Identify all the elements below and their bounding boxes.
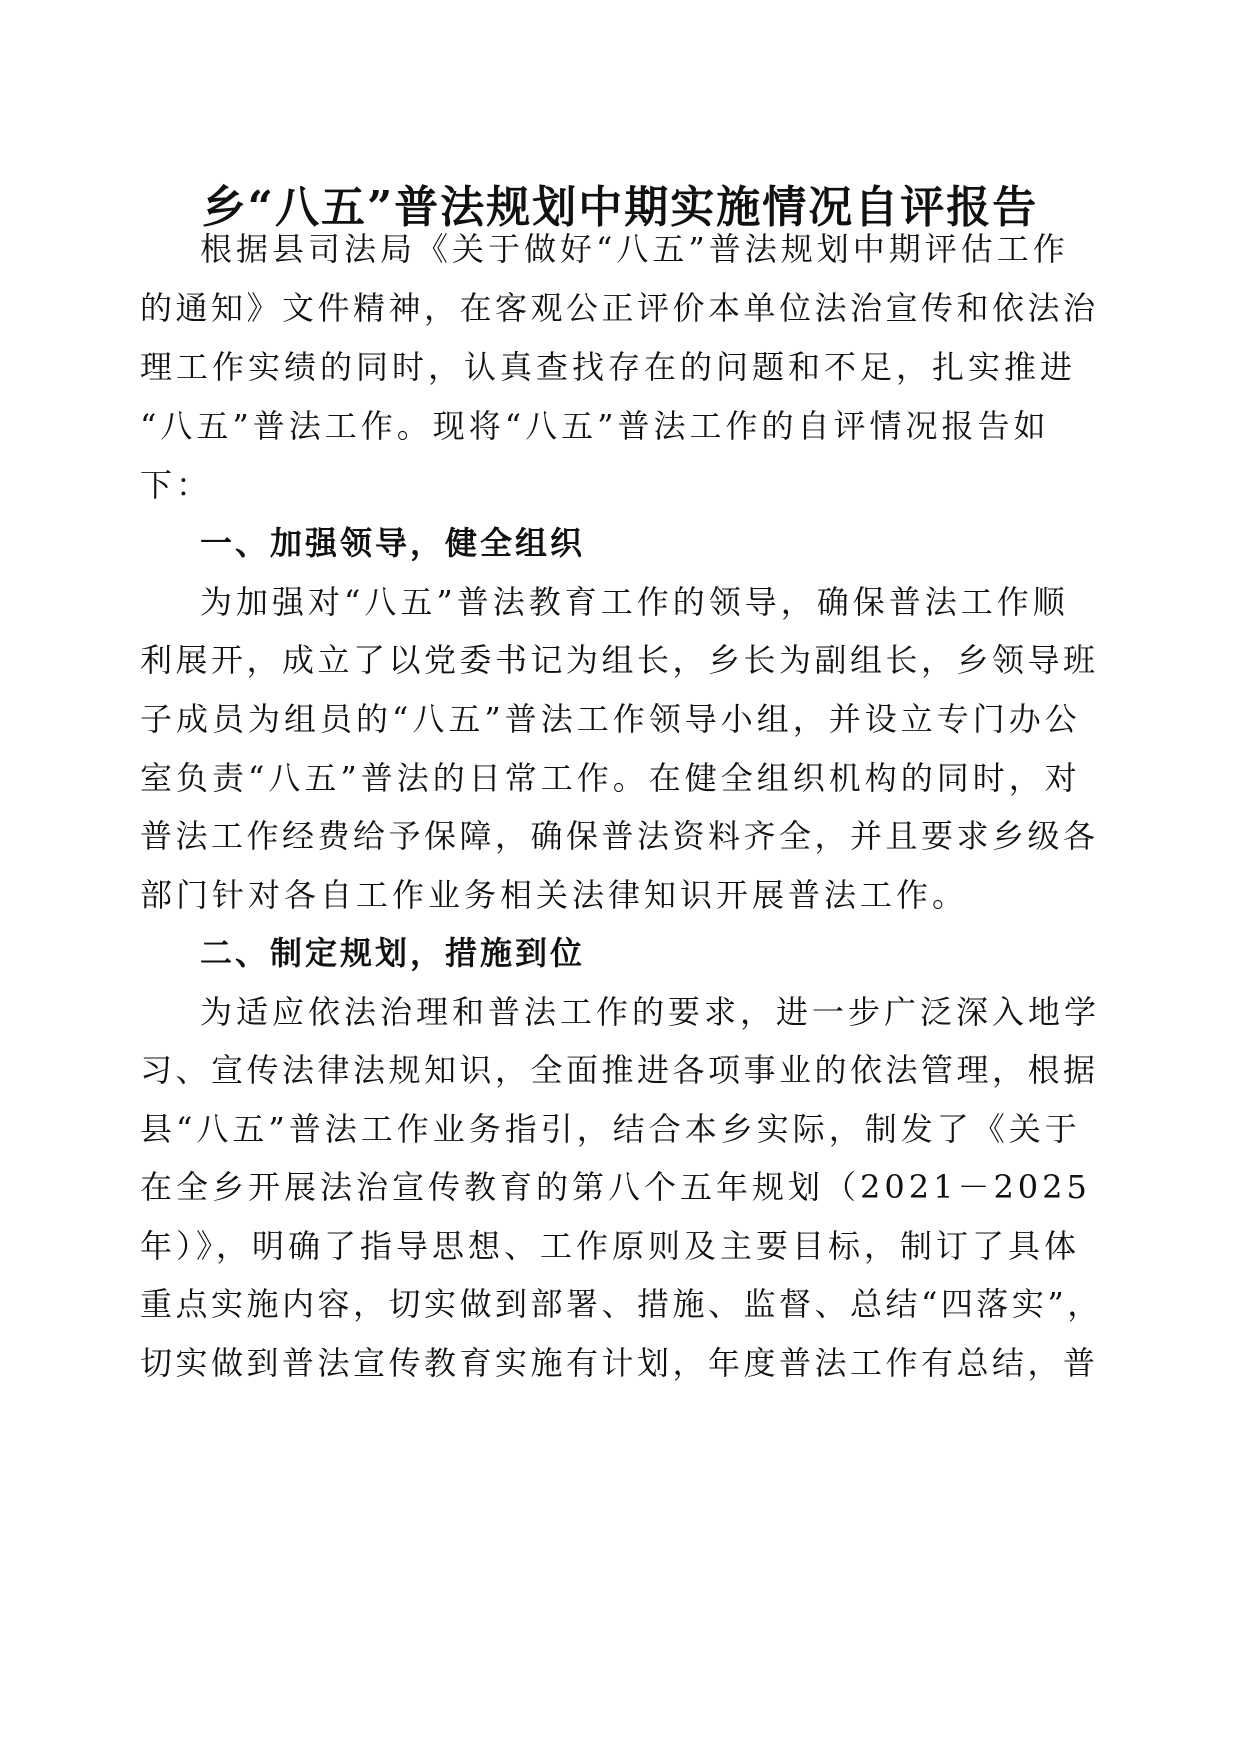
intro-line-3: 理工作实绩的同时，认真查找存在的问题和不足，扎实推进 [140, 348, 1077, 386]
document-title: 乡“八五”普法规划中期实施情况自评报告 [201, 182, 1039, 233]
section2-line-5: 年）》，明确了指导思想、工作原则及主要目标，制订了具体 [140, 1227, 1081, 1265]
section-heading-2: 二、制定规划，措施到位 [200, 934, 586, 972]
section1-line-4: 室负责“八五”普法的日常工作。在健全组织机构的同时，对 [140, 759, 1081, 797]
section2-line-7: 切实做到普法宣传教育实施有计划，年度普法工作有总结，普 [140, 1344, 1099, 1382]
intro-line-2: 的通知》文件精神，在客观公正评价本单位法治宣传和依法治 [140, 289, 1099, 327]
section1-line-2: 利展开，成立了以党委书记为组长，乡长为副组长，乡领导班 [140, 641, 1099, 679]
section2-line-1: 为适应依法治理和普法工作的要求，进一步广泛深入地学 [200, 993, 1101, 1031]
intro-line-4: “八五”普法工作。现将“八五”普法工作的自评情况报告如 [140, 407, 1050, 445]
section2-line-6: 重点实施内容，切实做到部署、措施、监督、总结“四落实”， [140, 1285, 1103, 1323]
section2-line-3: 县“八五”普法工作业务指引，结合本乡实际，制发了《关于 [140, 1110, 1081, 1148]
intro-line-5: 下： [140, 466, 213, 504]
section2-line-2: 习、宣传法律法规知识，全面推进各项事业的依法管理，根据 [140, 1051, 1099, 1089]
section2-line-4: 在全乡开展法治宣传教育的第八个五年规划（2021－2025 [140, 1168, 1091, 1206]
intro-line-1: 根据县司法局《关于做好“八五”普法规划中期评估工作 [200, 230, 1069, 268]
section1-line-3: 子成员为组员的“八五”普法工作领导小组，并设立专门办公 [140, 700, 1081, 738]
section1-line-1: 为加强对“八五”普法教育工作的领导，确保普法工作顺 [200, 583, 1069, 621]
section-heading-1: 一、加强领导，健全组织 [200, 524, 586, 562]
section1-line-5: 普法工作经费给予保障，确保普法资料齐全，并且要求乡级各 [140, 817, 1099, 855]
section1-line-6: 部门针对各自工作业务相关法律知识开展普法工作。 [140, 876, 969, 914]
